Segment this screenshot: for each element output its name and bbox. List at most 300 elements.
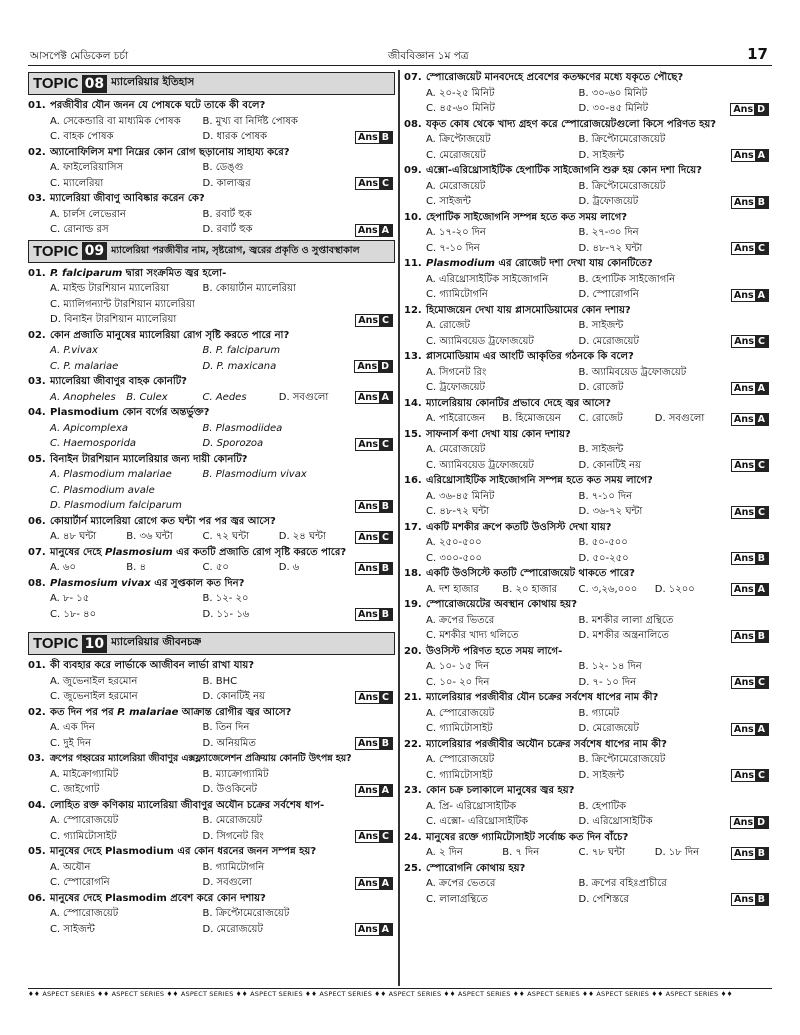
question-number: 11. xyxy=(404,258,422,269)
question-text-italic: Plasmosium vivax xyxy=(50,577,151,589)
question-text-italic: P. falciparum xyxy=(50,267,123,279)
option: D. সাইজন্ট xyxy=(578,149,625,161)
answer-value: B xyxy=(755,894,768,905)
answer-value: B xyxy=(755,197,768,208)
answer-badge xyxy=(731,552,769,565)
option: C. অ্যামিবয়েড ট্রফোজয়েট xyxy=(426,459,534,471)
option: B. ৭-১০ দিন xyxy=(578,490,633,502)
question-item xyxy=(404,70,771,117)
question-item xyxy=(28,374,395,405)
answer-badge xyxy=(731,847,769,860)
question-item xyxy=(404,690,771,737)
answer-value: B xyxy=(755,553,768,564)
answer-label: Ans xyxy=(734,677,755,688)
option: C. ১০- ২০ দিন xyxy=(426,676,490,688)
topic-number: 10 xyxy=(82,635,107,653)
option: A. P.vivax xyxy=(50,345,98,356)
answer-label: Ans xyxy=(357,131,378,143)
subject-title: জীববিজ্ঞান ১ম পত্র xyxy=(388,50,469,62)
answer-badge xyxy=(731,149,769,162)
answer-label: Ans xyxy=(733,289,754,301)
question-item xyxy=(404,303,771,350)
topic-number: 09 xyxy=(82,242,107,260)
question-number: 07. xyxy=(28,546,46,558)
option: C. গ্যামিটোসাইট xyxy=(426,769,493,781)
option: C. ৫০ xyxy=(202,562,229,573)
question-text-italic: Plasmosium xyxy=(105,546,173,558)
option: C. স্পোরোগনি xyxy=(50,877,110,888)
option: D. ৬ xyxy=(278,562,300,573)
topic-label: TOPIC xyxy=(33,242,79,260)
option: A. ক্রপের ভেতরে xyxy=(426,878,496,889)
option: C. Aedes xyxy=(202,391,247,403)
answer-value: C xyxy=(755,243,768,254)
option: D. ৩৬-৭২ ঘন্টা xyxy=(578,506,643,517)
question-item xyxy=(28,658,395,705)
question-item xyxy=(28,751,395,798)
question-text: যকৃত কোষ থেকে খাদ্য গ্রহণ করে স্পোরোজয়েটগুলো কিসে পরিণত হয়? xyxy=(426,118,717,130)
option: C. গ্যামিটোগনি xyxy=(426,289,488,300)
option: A. এক দিন xyxy=(50,722,95,733)
left-column xyxy=(28,70,395,937)
question-text: স্পোরোজয়েট মানবদেহে প্রবেশের কতক্ষণের মধ্যে যকৃতে পৌছে? xyxy=(426,72,684,83)
option: B. মশকীর লালা গ্রন্থিতে xyxy=(578,614,674,626)
option: B. সাইজন্ট xyxy=(578,444,624,455)
option: A. ১৭-২০ দিন xyxy=(426,227,486,238)
option: A. চার্লস লেভেরান xyxy=(50,208,126,220)
question-number: 05. xyxy=(28,453,46,465)
option: B. Plasmodium vivax xyxy=(202,469,307,480)
question-text: মানুষের রক্তে গ্যামিটোসাইট সর্বোচ্চ কত দিন বাঁচে? xyxy=(426,831,629,843)
option: D. Plasmodium falciparum xyxy=(50,500,182,511)
answer-value: A xyxy=(379,225,392,236)
option: D. কোনটিই নয় xyxy=(578,459,642,471)
answer-label: Ans xyxy=(734,243,755,254)
question-text-latin: Plasmodium xyxy=(105,846,174,857)
answer-badge xyxy=(731,196,769,209)
option: D. স্পোরোগনি xyxy=(578,289,639,300)
option: D. মেরোজয়েট xyxy=(578,723,639,734)
question-text: এক্সো-এরিথ্রোসাইটিক হেপাটিক সাইজোগনি শুরু হয় কোন দশা দিয়ে? xyxy=(426,165,702,176)
option: A. অযৌন xyxy=(50,861,91,873)
question-number: 03. xyxy=(28,753,45,764)
answer-badge xyxy=(355,177,393,190)
question-text: একটি উওসিস্টে কতটি স্পোরোজয়েট থাকতে পারে? xyxy=(426,568,635,579)
question-item xyxy=(404,473,771,520)
question-item xyxy=(28,514,395,545)
answer-value: C xyxy=(755,770,768,781)
question-number: 19. xyxy=(404,599,422,610)
question-number: 12. xyxy=(404,304,422,316)
option: A. পাইরোজেন xyxy=(426,413,486,424)
answer-badge xyxy=(355,784,393,797)
question-text: ম্যালেরিয়া জীবাণু আবিষ্কার করেন কে? xyxy=(50,193,205,204)
answer-value: A xyxy=(755,724,768,735)
question-number: 21. xyxy=(404,692,422,703)
answer-badge xyxy=(731,723,769,736)
answer-value: C xyxy=(755,507,768,518)
question-text: স্পোরোজয়েটের অবস্থান কোথায় হয়? xyxy=(426,599,577,610)
option: D. মেরোজয়েট xyxy=(578,335,639,347)
answer-label: Ans xyxy=(358,531,379,543)
answer-value: C xyxy=(379,831,392,842)
option: A. ৬০ xyxy=(50,562,77,573)
answer-label: Ans xyxy=(734,336,755,347)
answer-value: C xyxy=(379,532,392,543)
answer-badge xyxy=(731,630,769,643)
option: B. হিমোজয়েন xyxy=(502,413,561,424)
option: A. ৩৬-৪৫ মিনিট xyxy=(426,490,495,502)
option: B. ৫০-৫০০ xyxy=(578,537,628,548)
answer-badge xyxy=(731,506,769,519)
question-item xyxy=(28,844,395,891)
answer-badge xyxy=(355,314,393,327)
option: D. ৭- ১০ দিন xyxy=(578,676,637,688)
answer-label: Ans xyxy=(357,924,378,935)
option: B. অ্যামিবয়েড ট্রফোজয়েট xyxy=(578,366,687,378)
option: D. পেশিস্তরে xyxy=(578,893,629,905)
option: D. উওকিনেট xyxy=(202,784,257,795)
option: D. ২৪ ঘন্টা xyxy=(278,531,326,542)
question-item xyxy=(404,117,771,164)
page-number: 17 xyxy=(747,45,768,63)
book-title: আসপেক্ট মেডিকেল চর্চা xyxy=(30,50,129,62)
question-text: প্লাসমোডিয়াম এর আংটি আকৃতির গঠনকে কি বলে? xyxy=(426,351,634,362)
answer-value: A xyxy=(755,383,768,394)
option: B. ম্যাক্রোগ্যামিট xyxy=(202,768,269,780)
option: A. স্পোরোজয়েট xyxy=(50,908,119,919)
question-number: 17. xyxy=(404,521,422,533)
option: C. জুভেনাইল হরমোন xyxy=(50,691,138,702)
answer-value: A xyxy=(379,878,392,889)
question-number: 14. xyxy=(404,397,422,409)
option: D. ৪৮-৭২ ঘন্টা xyxy=(578,242,643,254)
question-text: সাফনার্স কণা দেখা যায় কোন দশায়? xyxy=(426,428,571,440)
option: C. ৭৮ ঘন্টা xyxy=(578,847,625,858)
question-number: 25. xyxy=(404,862,422,874)
option: B. BHC xyxy=(202,675,238,687)
option: C. লালাগ্রন্থিতে xyxy=(426,893,488,905)
answer-label: Ans xyxy=(734,770,755,781)
option: A. ২ দিন xyxy=(426,847,463,858)
answer-label: Ans xyxy=(358,314,379,326)
question-text: ম্যালেরিয়ার পরজীবীর অযৌন চক্রের সর্বশেষ ধাপের নাম কী? xyxy=(426,738,667,750)
question-text: ম্যালেরিয়ায় কোনটির প্রভাবে দেহে জ্বর আসে? xyxy=(426,397,611,409)
question-text: লোহিত রক্ত কণিকায় ম্যালেরিয়া জীবাণুর অযৌন চক্রের সর্বশেষ ধাপ- xyxy=(50,799,325,811)
answer-label: Ans xyxy=(733,413,754,425)
question-text: কোন চক্র চলাকালে মানুষের জ্বর হয়? xyxy=(426,785,575,796)
question-number: 01. xyxy=(28,267,46,279)
answer-badge xyxy=(730,816,769,829)
question-number: 01. xyxy=(28,660,46,671)
option: B. P. falciparum xyxy=(202,345,281,356)
answer-badge xyxy=(355,531,393,544)
question-item xyxy=(404,396,771,427)
question-item xyxy=(404,210,771,257)
question-number: 06. xyxy=(28,515,46,527)
question-number: 16. xyxy=(404,475,422,486)
option: B. ৭ দিন xyxy=(502,847,540,858)
question-number: 01. xyxy=(28,100,46,111)
question-text: একটি মশকীর ক্রপে কতটি উওসিস্ট দেখা যায়? xyxy=(426,521,612,533)
topic-title: ম্যালেরিয়ার জীবনচক্র xyxy=(111,636,202,648)
question-number: 10. xyxy=(404,211,422,223)
answer-badge xyxy=(355,391,393,404)
answer-badge xyxy=(731,413,769,426)
answer-badge xyxy=(355,224,393,237)
question-number: 02. xyxy=(28,329,46,341)
question-text: কোন বর্গের অন্তর্ভুক্ত? xyxy=(118,407,210,418)
question-number: 03. xyxy=(28,193,46,204)
option: D. ১৮ দিন xyxy=(654,847,700,858)
answer-value: C xyxy=(755,460,768,471)
option: B. ক্রিপ্টোমেরোজয়েট xyxy=(578,754,666,765)
option: A. দশ হাজার xyxy=(426,583,479,595)
question-text: মানুষের দেহে xyxy=(50,546,105,558)
page-footer: ♦♦ ASPECT SERIES ♦♦ ASPECT SERIES ♦♦ ASPECT SERIES ♦♦ ASPECT SERIES ♦♦ ASPECT SERIES ♦♦ ASPECT SERIES ♦♦ ASPECT SERIES ♦♦ ASPECT SERIES ♦♦ ASPECT SERIES ♦♦ ASPECT SERIES ♦♦ xyxy=(28,988,772,998)
option: D. এরিথ্রোসাইটিক xyxy=(578,816,653,827)
answer-label: Ans xyxy=(357,361,378,372)
answer-badge xyxy=(354,360,393,373)
question-text: বিনাইন টারশিয়ান ম্যালেরিয়ার জন্য দায়ী কোনটি? xyxy=(50,453,248,465)
question-text: এর কোন ধরনের জনন সম্পন্ন হয়? xyxy=(173,846,317,857)
answer-label: Ans xyxy=(733,553,754,564)
question-item xyxy=(404,349,771,396)
option: A. মাইল্ড টারশিয়ান ম্যালেরিয়া xyxy=(50,283,169,294)
answer-badge xyxy=(355,737,393,750)
option: D. সাইজন্ট xyxy=(578,769,625,781)
option: C. ট্রফোজয়েট xyxy=(426,382,485,393)
question-item xyxy=(404,256,771,303)
answer-value: D xyxy=(754,817,768,828)
option: A. ২৫০-৫০০ xyxy=(426,537,482,548)
question-number: 02. xyxy=(28,146,46,158)
answer-badge xyxy=(731,583,769,596)
option: D. সবগুলো xyxy=(202,877,252,888)
option: C. Haemosporida xyxy=(50,438,137,449)
question-item xyxy=(28,328,395,375)
option: D. মশকীর অন্ত্রনালিতে xyxy=(578,630,669,641)
answer-label: Ans xyxy=(357,224,378,236)
option: C. অ্যামিবয়েড ট্রফোজয়েট xyxy=(426,335,534,347)
option: A. প্রি- এরিথ্রোসাইটিক xyxy=(426,800,517,812)
question-number: 18. xyxy=(404,568,422,579)
answer-badge xyxy=(355,877,393,890)
answer-value: C xyxy=(379,315,392,326)
question-item xyxy=(404,163,771,210)
option: D. ধারক পোষক xyxy=(202,131,267,142)
question-text: মানুষের দেহে xyxy=(50,846,105,857)
topic-09-header xyxy=(28,240,395,263)
option: A. স্পোরোজয়েট xyxy=(426,707,495,719)
option: D. ট্রফোজয়েট xyxy=(578,196,639,207)
question-text-latin: Plasmodim xyxy=(105,892,167,904)
option: C. Plasmodium avale xyxy=(50,484,155,496)
answer-label: Ans xyxy=(733,894,754,905)
option: A. মেরোজয়েট xyxy=(426,444,486,455)
question-text: কত দিন পর পর xyxy=(50,706,118,718)
option: D. বিনাইন টারশিয়ান ম্যালেরিয়া xyxy=(50,314,177,325)
option: A. Anopheles xyxy=(50,391,116,403)
option: A. রোজেট xyxy=(426,320,470,331)
option: A. Plasmodium malariae xyxy=(50,469,172,480)
answer-label: Ans xyxy=(357,609,378,620)
option: C. মশকীর খাদ্য থলিতে xyxy=(426,630,519,641)
question-item xyxy=(28,545,395,576)
answer-label: Ans xyxy=(734,460,755,471)
question-number: 06. xyxy=(28,892,46,904)
question-text: ম্যালেরিয়ার পরজীবীর যৌন চক্রের সর্বশেষ ধাপের নাম কী? xyxy=(426,692,659,703)
option: C. রোজেট xyxy=(578,413,623,424)
answer-value: A xyxy=(755,584,768,595)
question-item xyxy=(404,737,771,784)
option: C. ৩,২৬,০০০ xyxy=(578,583,638,595)
question-text: এরিথ্রোসাইটিক সাইজোগনি সম্পন্ন হতে কত সময় লাগে? xyxy=(426,475,653,486)
option: A. স্পোরোজয়েট xyxy=(426,754,495,765)
option: D. ৩০-৪৫ মিনিট xyxy=(578,103,649,114)
answer-badge xyxy=(731,382,769,395)
answer-value: B xyxy=(755,631,768,642)
question-text: প্রবেশ করে কোন দশায়? xyxy=(166,892,266,904)
answer-badge xyxy=(731,676,769,689)
option: C. মেরোজয়েট xyxy=(426,149,486,161)
question-item xyxy=(28,98,395,145)
option: C. গ্যামিটোসাইট xyxy=(50,830,117,842)
answer-label: Ans xyxy=(733,196,754,208)
option: C. ৭২ ঘন্টা xyxy=(202,531,249,542)
question-text: কী ব্যবহার করে লার্ভাকে আজীবন লার্ভা রাখা যায়? xyxy=(50,660,255,671)
answer-label: Ans xyxy=(733,847,754,859)
question-text-italic: Plasmodium xyxy=(426,258,495,269)
answer-label: Ans xyxy=(357,500,378,512)
answer-label: Ans xyxy=(357,784,378,796)
option: D. রবার্ট হুক xyxy=(202,224,253,235)
question-item xyxy=(28,798,395,845)
answer-label: Ans xyxy=(733,382,754,394)
option: A. সেকেন্ডারি বা মাধ্যমিক পোষক xyxy=(50,115,181,127)
question-item xyxy=(404,520,771,567)
option: D. কোনটিই নয় xyxy=(202,691,266,702)
question-item xyxy=(404,427,771,474)
question-item xyxy=(404,566,771,597)
option: B. Plasmodiidea xyxy=(202,422,283,434)
option: C. সাইজন্ট xyxy=(50,923,95,935)
question-text: ক্রপের গহ্বরের ম্যালেরিয়া জীবাণুর এক্সফ্ল্যাজেলেশন প্রক্রিয়ায় কোনটি উৎপন্ন হয়? xyxy=(50,753,352,764)
option: C. বাহক পোষক xyxy=(50,131,114,142)
option: B. ক্রিপ্টোমেরোজয়েট xyxy=(578,180,666,192)
option: B. ক্রিপ্টোমেরোজয়েট xyxy=(578,134,666,145)
question-number: 04. xyxy=(28,799,46,811)
question-item xyxy=(28,191,395,238)
question-text: হিমোজয়েন দেখা যায় প্লাসমোডিয়ামের কোন দশায়? xyxy=(426,304,631,316)
option: A. ফাইলেরিয়াসিস xyxy=(50,162,124,173)
question-number: 22. xyxy=(404,738,422,750)
answer-value: A xyxy=(755,150,768,161)
answer-badge xyxy=(355,830,393,843)
option: C. ৪৮-৭২ ঘন্টা xyxy=(426,506,490,517)
page-header xyxy=(28,44,772,66)
option: B. ক্রিপ্টোমেরোজয়েট xyxy=(202,908,290,919)
answer-value: B xyxy=(379,609,392,620)
answer-value: C xyxy=(379,439,392,450)
option: A. স্পোরোজয়েট xyxy=(50,815,119,826)
answer-value: B xyxy=(379,563,392,574)
answer-badge xyxy=(731,335,769,348)
answer-label: Ans xyxy=(733,630,754,642)
option: C. P. malariae xyxy=(50,360,119,372)
option: C. সাইজন্ট xyxy=(426,196,471,207)
option: C. ৭-১০ দিন xyxy=(426,242,480,254)
option: B. ৪ xyxy=(126,562,146,573)
answer-label: Ans xyxy=(357,877,378,889)
question-item xyxy=(28,891,395,938)
topic-number: 08 xyxy=(82,75,107,93)
option: D. মেরোজয়েট xyxy=(202,923,263,935)
topic-08-header xyxy=(28,72,395,95)
right-column xyxy=(404,70,771,907)
question-number: 13. xyxy=(404,351,422,362)
option: A. জুভেনাইল হরমোন xyxy=(50,675,138,687)
answer-value: C xyxy=(379,178,392,189)
option: A. ক্রিপ্টোজয়েট xyxy=(426,134,491,145)
answer-label: Ans xyxy=(733,584,754,595)
topic-08-questions xyxy=(28,98,395,238)
option: B. ক্রপের বহিঃপ্রাচীরে xyxy=(578,878,667,889)
answer-value: D xyxy=(378,361,392,372)
topic-title: ম্যালেরিয়া পরজীবীর নাম, সৃষ্টরোগ, জ্বরের প্রকৃতি ও সুপ্তাবস্থাকাল xyxy=(111,244,360,256)
option: C. ১৮- ৪০ xyxy=(50,608,97,620)
option: C. জাইগোট xyxy=(50,784,100,795)
option: B. হেপাটিক সাইজোগনি xyxy=(578,273,676,285)
answer-value: C xyxy=(755,677,768,688)
answer-value: A xyxy=(755,290,768,301)
answer-badge xyxy=(731,289,769,302)
question-number: 08. xyxy=(28,577,46,589)
question-text: কোন প্রজাতি মানুষের ম্যালেরিয়া রোগ সৃষ্টি করতে পারে না? xyxy=(50,329,290,341)
option: D. রোজেট xyxy=(578,382,624,393)
answer-value: B xyxy=(379,501,392,512)
answer-badge xyxy=(731,242,769,255)
question-text: উওসিস্ট পরিণত হতে সময় লাগে- xyxy=(426,645,563,657)
option: D. P. maxicana xyxy=(202,360,277,372)
answer-value: C xyxy=(379,692,392,703)
option: B. ডেঙ্গু xyxy=(202,162,244,173)
option: B. গ্যামেট xyxy=(578,707,620,719)
question-text: কোয়ার্টার্ন ম্যালেরিয়া রোগে কত ঘন্টা পর পর জ্বর আসে? xyxy=(50,515,276,527)
question-number: 20. xyxy=(404,645,422,657)
question-number: 23. xyxy=(404,785,422,796)
answer-value: B xyxy=(379,132,392,143)
question-item xyxy=(404,644,771,691)
option: B. গ্যামিটোগনি xyxy=(202,861,265,873)
option: B. তিন দিন xyxy=(202,722,250,733)
answer-value: B xyxy=(755,848,768,859)
answer-badge xyxy=(355,562,393,575)
question-item xyxy=(28,705,395,752)
option: C. ম্যালেরিয়া xyxy=(50,177,104,189)
question-item xyxy=(28,452,395,514)
question-text: এর কতটি প্রজাতি রোগ সৃষ্টি করতে পারে? xyxy=(172,546,347,558)
answer-label: Ans xyxy=(733,103,754,115)
option: C. ৩০০-৫০০ xyxy=(426,552,482,564)
question-number: 05. xyxy=(28,846,46,857)
option: C. রোনাল্ড রস xyxy=(50,224,109,235)
answer-badge xyxy=(355,500,393,513)
option: B. ৩৬ ঘন্টা xyxy=(126,531,173,542)
question-text: পরজীবীর যৌন জনন যে পোষকে ঘটে তাকে কী বলে? xyxy=(50,100,266,111)
question-number: 24. xyxy=(404,831,422,843)
option: D. কালাজ্বর xyxy=(202,177,251,189)
